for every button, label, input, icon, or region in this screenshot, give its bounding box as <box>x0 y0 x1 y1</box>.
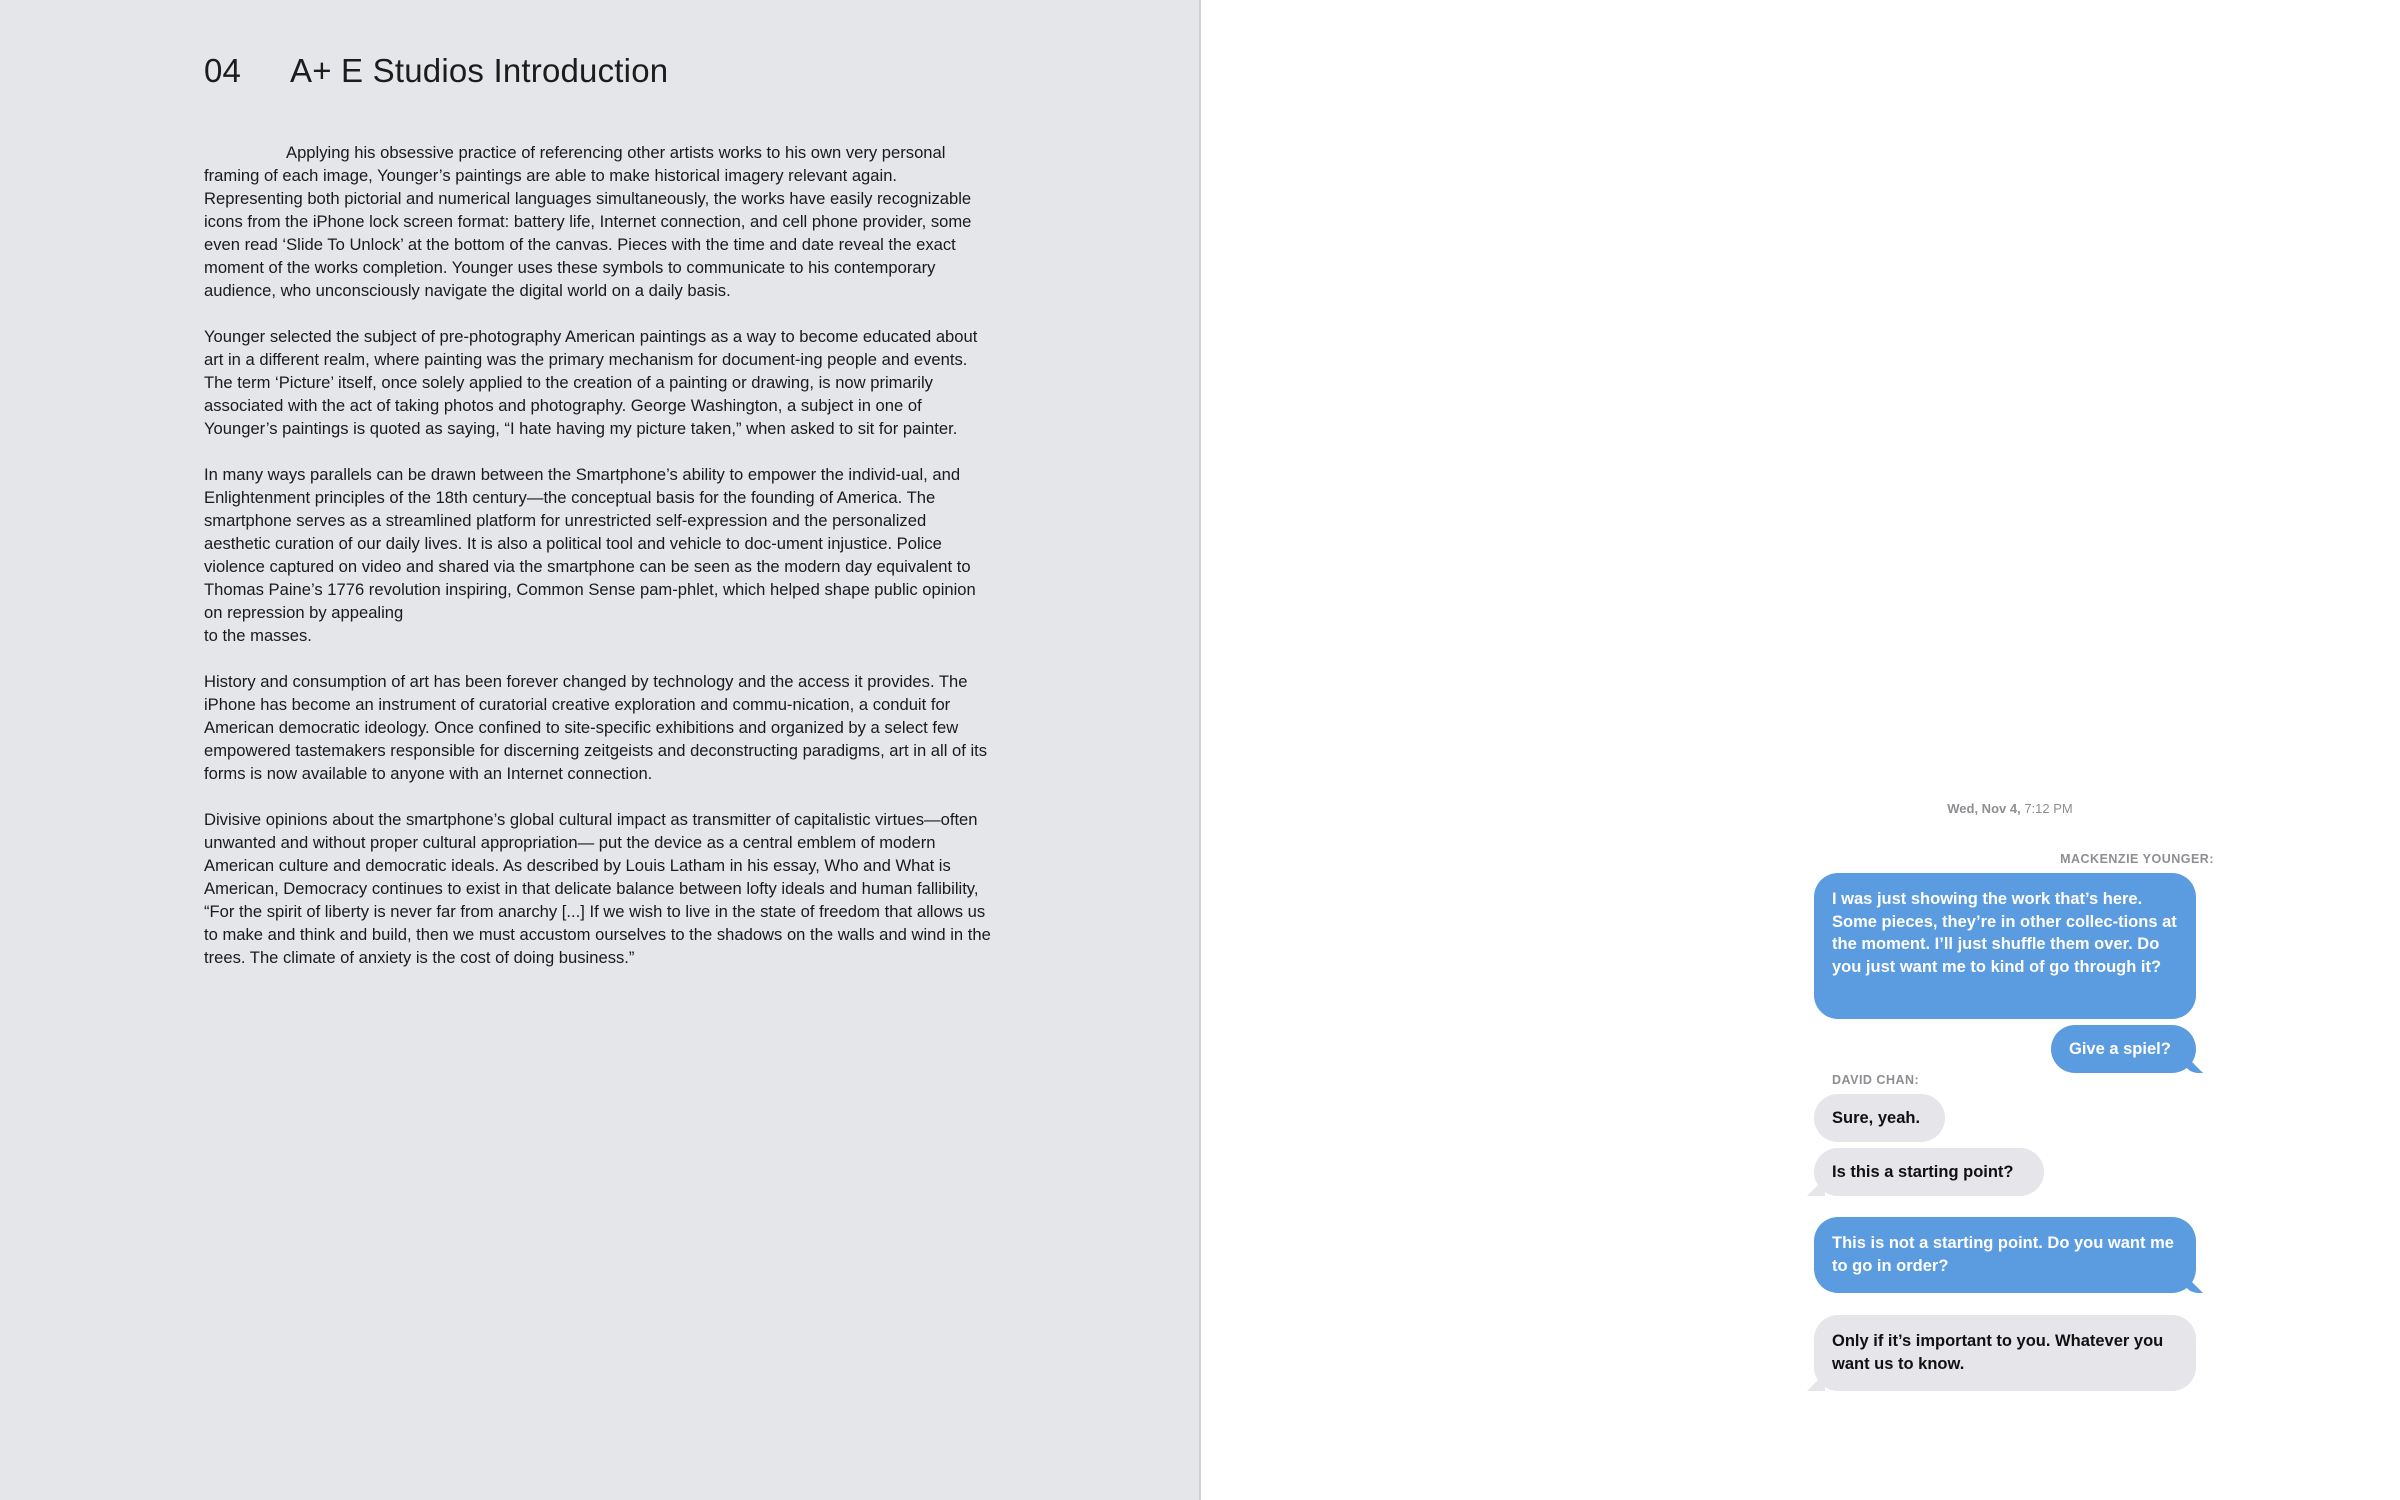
timestamp-day: Wed, Nov 4, <box>1947 801 2021 816</box>
message-transcript <box>1800 0 2220 1500</box>
paragraph: Applying his obsessive practice of referencing other artists works to his own very personal framing of each image, Younger’s paintings are able to make historical imagery relevant again. Representing both pictorial and numerical languages simultaneously, the works have easily recognizable icons from the iPhone lock screen format: battery life, Internet connection, and cell phone provider, some even read ‘Slide To Unlock’ at the bottom of the canvas. Pieces with the time and date reveal the exact moment of the works completion. Younger uses these symbols to communicate to his contemporary audience, who unconsciously navigate the digital world on a daily basis. <box>204 143 972 300</box>
message-bubble-incoming: Only if it’s important to you. Whatever you want us to know. <box>1814 1315 2196 1391</box>
section-heading <box>204 52 668 90</box>
message-bubble-incoming: Sure, yeah. <box>1814 1094 1945 1142</box>
message-timestamp <box>1800 801 2220 816</box>
timestamp-time: 7:12 PM <box>2024 801 2073 816</box>
message-bubble-incoming: Is this a starting point? <box>1814 1148 2044 1196</box>
message-bubble-outgoing: This is not a starting point. Do you want me to go in order? <box>1814 1217 2196 1293</box>
sender-label-david: DAVID CHAN: <box>1832 1073 1920 1087</box>
paragraph: In many ways parallels can be drawn between the Smartphone’s ability to empower the individ-ual, and Enlightenment principles of the 18th century—the conceptual basis for the founding of America. The smartphone serves as a streamlined platform for unrestricted self-expression and the personalized aesthetic curation of our daily lives. It is also a political tool and vehicle to doc-ument injustice. Police violence captured on video and shared via the smartphone can be seen as the modern day equivalent to Thomas Paine’s 1776 revolution inspiring, Common Sense pam-phlet, which helped shape public opinion on repression by appealing to the masses. <box>204 465 976 645</box>
paragraph: History and consumption of art has been forever changed by technology and the access it provides. The iPhone has become an instrument of curatorial creative exploration and commu-nication, a conduit for American democratic ideology. Once confined to site-specific exhibitions and organized by a select few empowered tastemakers responsible for discerning zeitgeists and deconstructing paradigms, art in all of its forms is now available to anyone with an Internet connection. <box>204 672 988 783</box>
section-number: 04 <box>204 52 242 89</box>
paragraph: Younger selected the subject of pre-photography American paintings as a way to become educated about art in a different realm, where painting was the primary mechanism for document-ing people and events. The term ‘Picture’ itself, once solely applied to the creation of a painting or drawing, is now primarily associated with the act of taking photos and photography. George Washington, a subject in one of Younger’s paintings is quoted as saying, “I hate having my picture taken,” when asked to sit for painter. <box>204 327 978 438</box>
sender-label-mackenzie: MACKENZIE YOUNGER: <box>2060 852 2214 866</box>
message-bubble-outgoing: Give a spiel? <box>2051 1025 2196 1073</box>
essay-body <box>204 141 994 992</box>
paragraph: Divisive opinions about the smartphone’s global cultural impact as transmitter of capitalistic virtues—often unwanted and without proper cultural appropriation— put the device as a central emblem of modern American culture and democratic ideals. As described by Louis Latham in his essay, Who and What is American, Democracy continues to exist in that delicate balance between lofty ideals and human fallibility, “For the spirit of liberty is never far from anarchy [...] If we wish to live in the state of freedom that allows us to make and think and build, then we must accustom ourselves to the shadows on the walls and wind in the trees. The climate of anxiety is the cost of doing business.” <box>204 810 991 967</box>
section-title: A+ E Studios Introduction <box>290 52 669 89</box>
message-bubble-outgoing: I was just showing the work that’s here. Some pieces, they’re in other collec-tions at the moment. I’ll just shuffle them over. Do you just want me to kind of go through it? <box>1814 873 2196 1019</box>
